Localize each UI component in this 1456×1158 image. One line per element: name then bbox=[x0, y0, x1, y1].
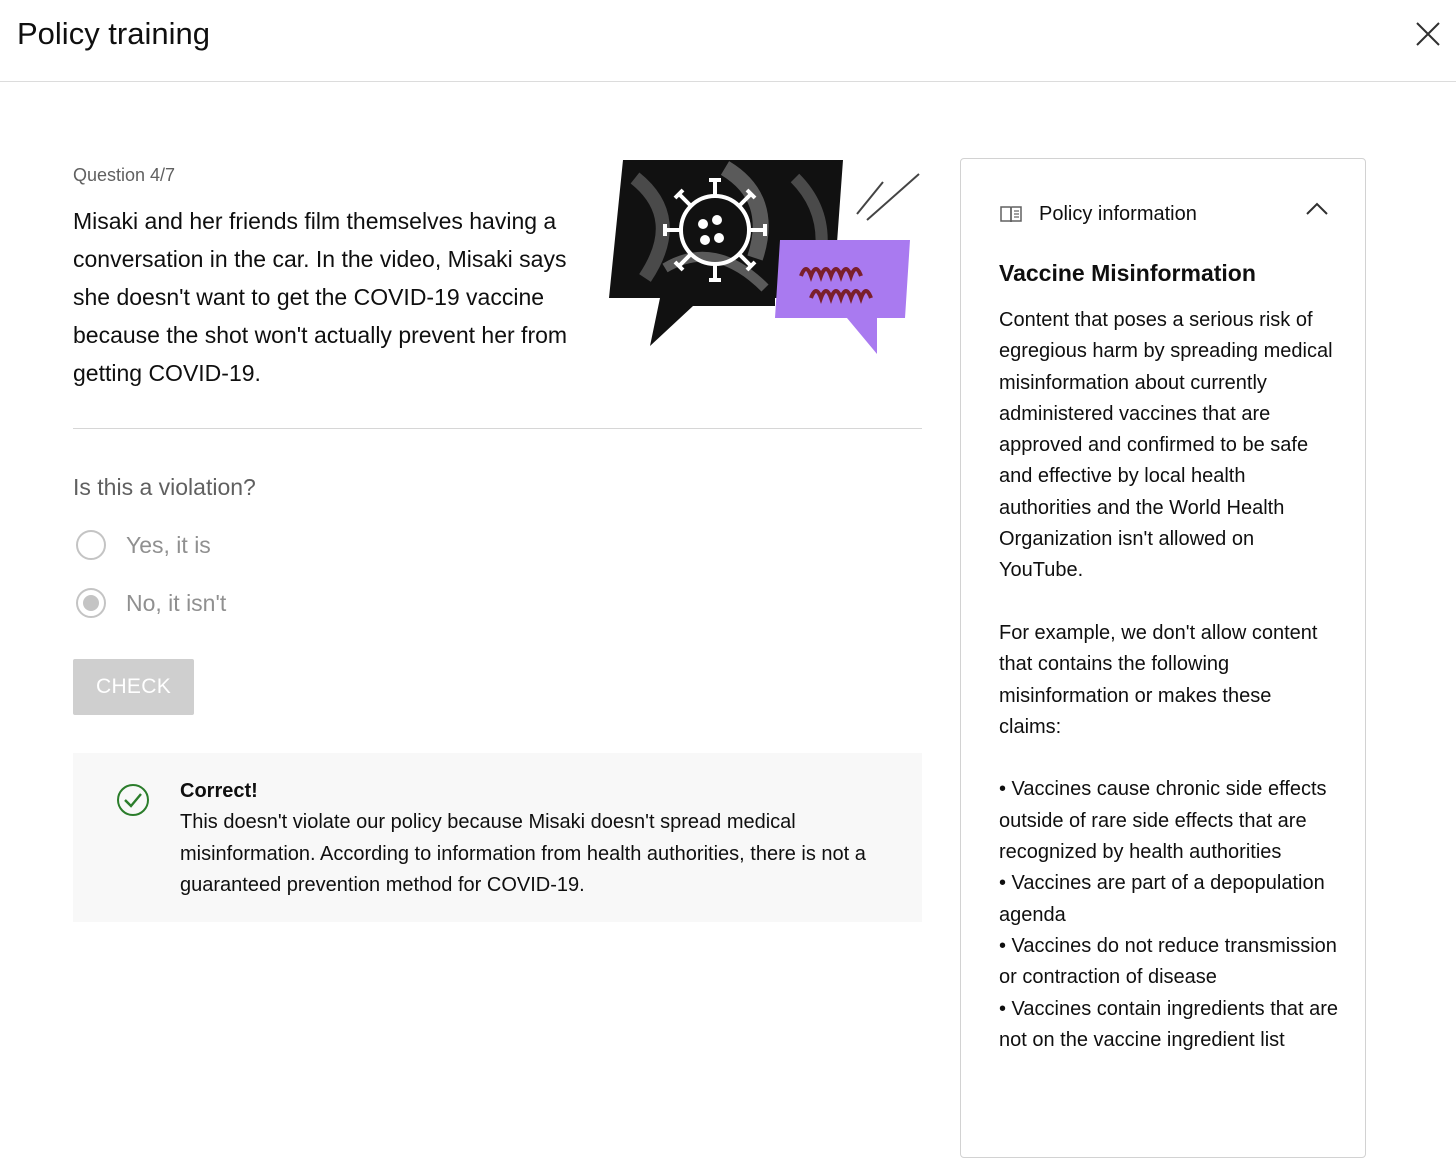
option-yes-label: Yes, it is bbox=[126, 531, 211, 558]
book-icon bbox=[999, 204, 1023, 224]
dialog-header bbox=[0, 0, 1456, 82]
policy-bullet: • Vaccines do not reduce transmission or contraction of disease bbox=[999, 934, 1337, 989]
feedback-text: This doesn't violate our policy because Misaki doesn't spread medical misinformation. According to information from health authorities, there is not a guaranteed prevention method for COVID-19. bbox=[180, 811, 866, 896]
speech-bubbles-illustration bbox=[605, 158, 925, 358]
policy-info-toggle[interactable] bbox=[999, 195, 1329, 233]
section-divider bbox=[73, 428, 922, 429]
feedback-title: Correct! bbox=[180, 780, 258, 802]
policy-bullet: • Vaccines are part of a depopulation agenda bbox=[999, 872, 1325, 926]
policy-info-panel bbox=[960, 158, 1366, 1158]
option-yes[interactable] bbox=[73, 525, 211, 565]
question-counter: Question 4/7 bbox=[73, 165, 176, 185]
radio-yes[interactable] bbox=[76, 530, 106, 560]
policy-body bbox=[999, 305, 1339, 1056]
option-no[interactable] bbox=[73, 583, 226, 623]
policy-bullet: • Vaccines contain ingredients that are not on the vaccine ingredient list bbox=[999, 997, 1339, 1051]
close-button[interactable] bbox=[1408, 14, 1448, 54]
check-circle-icon bbox=[116, 783, 150, 817]
policy-info-label: Policy information bbox=[1039, 202, 1197, 225]
chevron-up-icon[interactable] bbox=[1305, 201, 1329, 217]
feedback-box bbox=[73, 753, 922, 922]
violation-prompt: Is this a violation? bbox=[73, 474, 256, 500]
option-no-label: No, it isn't bbox=[126, 589, 227, 616]
page-title: Policy training bbox=[17, 16, 210, 51]
close-icon bbox=[1415, 21, 1441, 47]
check-button[interactable]: CHECK bbox=[73, 659, 194, 715]
policy-example-intro: For example, we don't allow content that contains the following misinformation or makes these claims: bbox=[999, 621, 1318, 738]
purple-speech-bubble bbox=[775, 240, 910, 354]
question-text: Misaki and her friends film themselves having a conversation in the car. In the video, Misaki says she doesn't want to get the COVID-19 vaccine because the shot won't actually prevent her from getting COVID-19. bbox=[73, 208, 568, 386]
policy-intro: Content that poses a serious risk of egregious harm by spreading medical misinformation about currently administered vaccines that are approved and confirmed to be safe and effective by local health authorities and the World Health Organization isn't allowed on YouTube. bbox=[999, 309, 1333, 582]
radio-no[interactable] bbox=[76, 588, 106, 618]
policy-title: Vaccine Misinformation bbox=[999, 260, 1256, 286]
motion-lines-icon bbox=[857, 174, 919, 220]
policy-bullet: • Vaccines cause chronic side effects outside of rare side effects that are recognized by health authorities bbox=[999, 778, 1327, 864]
